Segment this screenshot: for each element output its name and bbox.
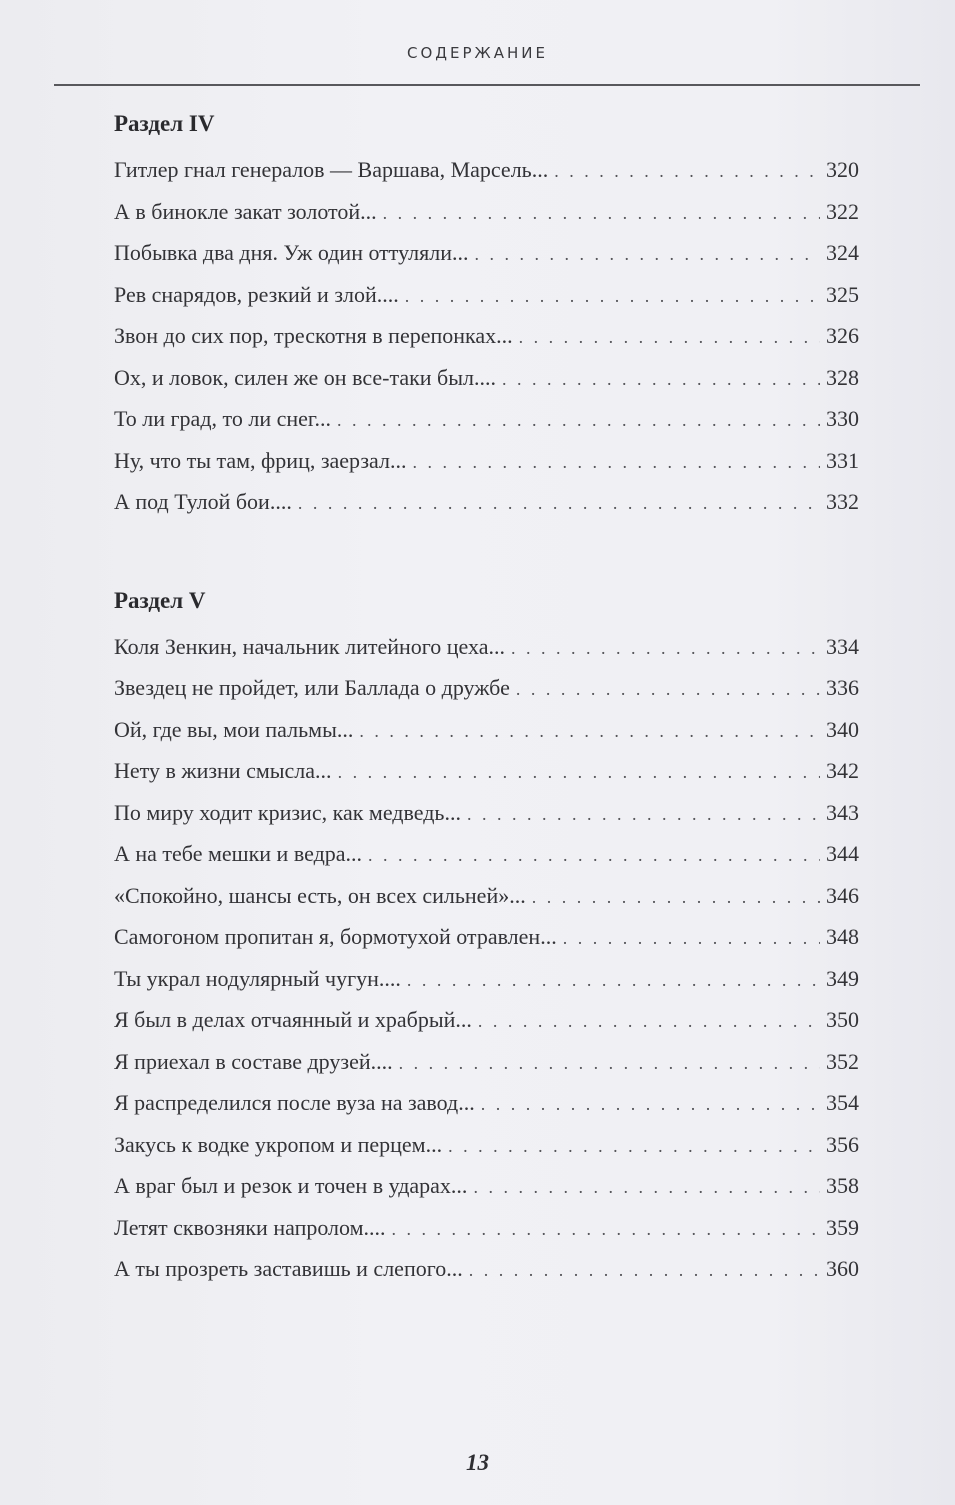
dot-leader [337,400,820,442]
entry-page-number: 344 [826,841,859,866]
dot-leader [368,835,820,877]
toc-entry [114,357,859,399]
entry-page-number: 325 [826,281,859,307]
toc-entry [114,916,859,958]
entry-page-number: 331 [826,447,859,473]
entry-page-number: 360 [826,1256,859,1281]
toc-entry [114,149,859,191]
entry-page-number: 340 [826,716,859,742]
toc-entry [114,440,859,482]
dot-leader [338,752,820,794]
toc-entry [114,398,859,440]
toc-entry [114,709,859,751]
entry-page-number: 356 [826,1131,859,1157]
dot-leader [392,1209,820,1251]
entry-page-number: 352 [826,1048,859,1074]
entry-title: Я приехал в составе друзей.... [114,1048,393,1074]
entry-page-number: 330 [826,406,859,431]
entry-title: Летят сквозняки напролом.... [114,1214,386,1240]
entry-page-number: 334 [826,633,859,659]
entry-title: А ты прозреть заставишь и слепого... [114,1256,463,1281]
dot-leader [473,1167,820,1209]
dot-leader [407,960,820,1002]
dot-leader [516,669,820,711]
entry-title: А на тебе мешки и ведра... [114,841,363,866]
entry-title: По миру ходит кризис, как медведь... [114,799,461,825]
entry-page-number: 343 [826,799,859,825]
entry-page-number: 354 [826,1090,859,1115]
toc-entry [114,792,859,834]
entry-title: Ой, где вы, мои пальмы... [114,716,354,742]
entry-title: Ох, и ловок, силен же он все-таки был.... [114,364,497,390]
entry-title: А под Тулой бои.... [114,489,292,514]
header-rule-divider [54,84,920,86]
entry-page-number: 359 [826,1214,859,1240]
entry-page-number: 346 [826,882,859,908]
entry-page-number: 349 [826,965,859,991]
entry-title: Звездец не пройдет, или Баллада о дружбе [114,675,510,700]
dot-leader [478,1001,820,1043]
toc-entry [114,191,859,233]
dot-leader [469,1250,820,1292]
dot-leader [405,276,820,318]
dot-leader [399,1043,820,1085]
entry-page-number: 358 [826,1173,859,1198]
entry-page-number: 324 [826,240,859,265]
toc-entry [114,833,859,875]
entry-title: Коля Зенкин, начальник литейного цеха... [114,633,505,659]
entry-title: Я распределился после вуза на завод... [114,1090,475,1115]
dot-leader [298,483,820,525]
entry-title: «Спокойно, шансы есть, он всех сильней»... [114,882,526,908]
toc-entry [114,1207,859,1249]
dot-leader [475,234,821,276]
entry-title: Гитлер гнал генералов — Варшава, Марсель... [114,157,549,182]
dot-leader [519,317,820,359]
entry-page-number: 320 [826,157,859,182]
entry-title: Рев снарядов, резкий и злой.... [114,281,399,307]
entry-page-number: 322 [826,198,859,224]
entry-page-number: 350 [826,1007,859,1032]
toc-entry [114,315,859,357]
toc-entry [114,1082,859,1124]
table-of-contents [114,108,859,1290]
toc-entry [114,232,859,274]
page-number: 13 [466,1450,489,1475]
entry-title: Ты украл нодулярный чугун.... [114,965,401,991]
dot-leader [359,711,820,753]
dot-leader [383,193,820,235]
toc-entry [114,750,859,792]
entry-page-number: 328 [826,364,859,390]
dot-leader [448,1126,820,1168]
entry-page-number: 348 [826,924,859,949]
entry-title: Самогоном пропитан я, бормотухой отравлен... [114,924,557,949]
running-head: СОДЕРЖАНИЕ [407,44,548,62]
entry-title: А враг был и резок и точен в ударах... [114,1173,468,1198]
dot-leader [554,151,820,193]
toc-entry [114,481,859,523]
entry-title: Я был в делах отчаянный и храбрый... [114,1007,472,1032]
toc-entry [114,999,859,1041]
entry-page-number: 332 [826,489,859,514]
entry-title: Нету в жизни смысла... [114,758,332,783]
entry-title: А в бинокле закат золотой... [114,198,377,224]
dot-leader [532,877,820,919]
toc-entry [114,875,859,917]
dot-leader [502,359,820,401]
entry-page-number: 326 [826,323,859,348]
toc-entry [114,1165,859,1207]
dot-leader [412,442,820,484]
toc-entry [114,958,859,1000]
toc-entry [114,274,859,316]
toc-entry [114,626,859,668]
dot-leader [481,1084,820,1126]
entry-page-number: 336 [826,675,859,700]
toc-section-4 [114,108,859,523]
toc-section-5 [114,585,859,1290]
toc-entry [114,1041,859,1083]
entry-page-number: 342 [826,758,859,783]
section-title: Раздел IV [114,111,215,136]
dot-leader [563,918,820,960]
toc-entry [114,1124,859,1166]
toc-entry [114,1248,859,1290]
entry-title: Закусь к водке укропом и перцем... [114,1131,443,1157]
entry-title: Побывка два дня. Уж один оттуляли... [114,240,469,265]
toc-entry [114,667,859,709]
dot-leader [467,794,820,836]
entry-title: Звон до сих пор, трескотня в перепонках... [114,323,513,348]
dot-leader [511,628,820,670]
section-title: Раздел V [114,587,206,613]
entry-title: То ли град, то ли снег... [114,406,331,431]
entry-title: Ну, что ты там, фриц, заерзал... [114,447,407,473]
